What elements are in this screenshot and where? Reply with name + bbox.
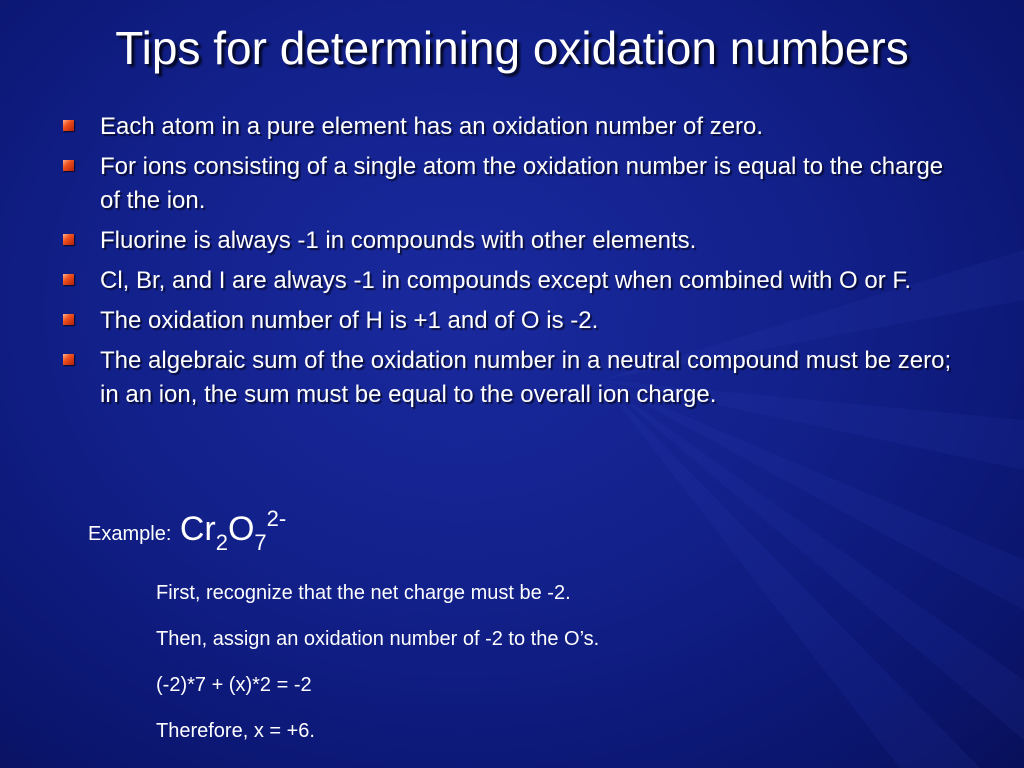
bullet-item	[60, 264, 965, 298]
example-label: Example:	[88, 523, 172, 545]
square-bullet-icon	[63, 120, 74, 131]
bullet-item	[60, 304, 965, 338]
bullet-item	[60, 150, 965, 218]
square-bullet-icon	[63, 160, 74, 171]
square-bullet-icon	[63, 314, 74, 325]
bullet-item	[60, 224, 965, 258]
slide-title: Tips for determining oxidation numbers	[115, 22, 909, 74]
example-steps	[156, 578, 599, 762]
example-step: (-2)*7 + (x)*2 = -2	[156, 674, 312, 696]
example-step: Then, assign an oxidation number of -2 to the O’s.	[156, 628, 600, 650]
example-step: First, recognize that the net charge must be -2.	[156, 582, 571, 604]
formula-subscript-cr: 2	[215, 530, 228, 555]
bullet-item	[60, 110, 965, 144]
square-bullet-icon	[63, 354, 74, 365]
bullet-text: Each atom in a pure element has an oxidation number of zero.	[100, 113, 764, 140]
chemical-formula	[179, 506, 287, 555]
example-step: Therefore, x = +6.	[156, 720, 315, 742]
formula-element-o: O	[227, 510, 255, 548]
bullet-text: Fluorine is always -1 in compounds with other elements.	[100, 227, 697, 254]
formula-subscript-o: 7	[254, 530, 267, 555]
example-heading	[88, 506, 287, 555]
formula-charge: 2-	[266, 506, 287, 531]
bullet-text: For ions consisting of a single atom the oxidation number is equal to the charge of the ion.	[100, 153, 944, 214]
bullet-item	[60, 344, 965, 412]
bullet-list	[60, 110, 965, 418]
square-bullet-icon	[63, 274, 74, 285]
formula-element-cr: Cr	[179, 510, 216, 548]
square-bullet-icon	[63, 234, 74, 245]
bullet-text: The oxidation number of H is +1 and of O is -2.	[100, 307, 599, 334]
bullet-text: Cl, Br, and I are always -1 in compounds except when combined with O or F.	[100, 267, 912, 294]
bullet-text: The algebraic sum of the oxidation number in a neutral compound must be zero; in an ion, the sum must be equal to the overall ion charge.	[100, 347, 952, 408]
